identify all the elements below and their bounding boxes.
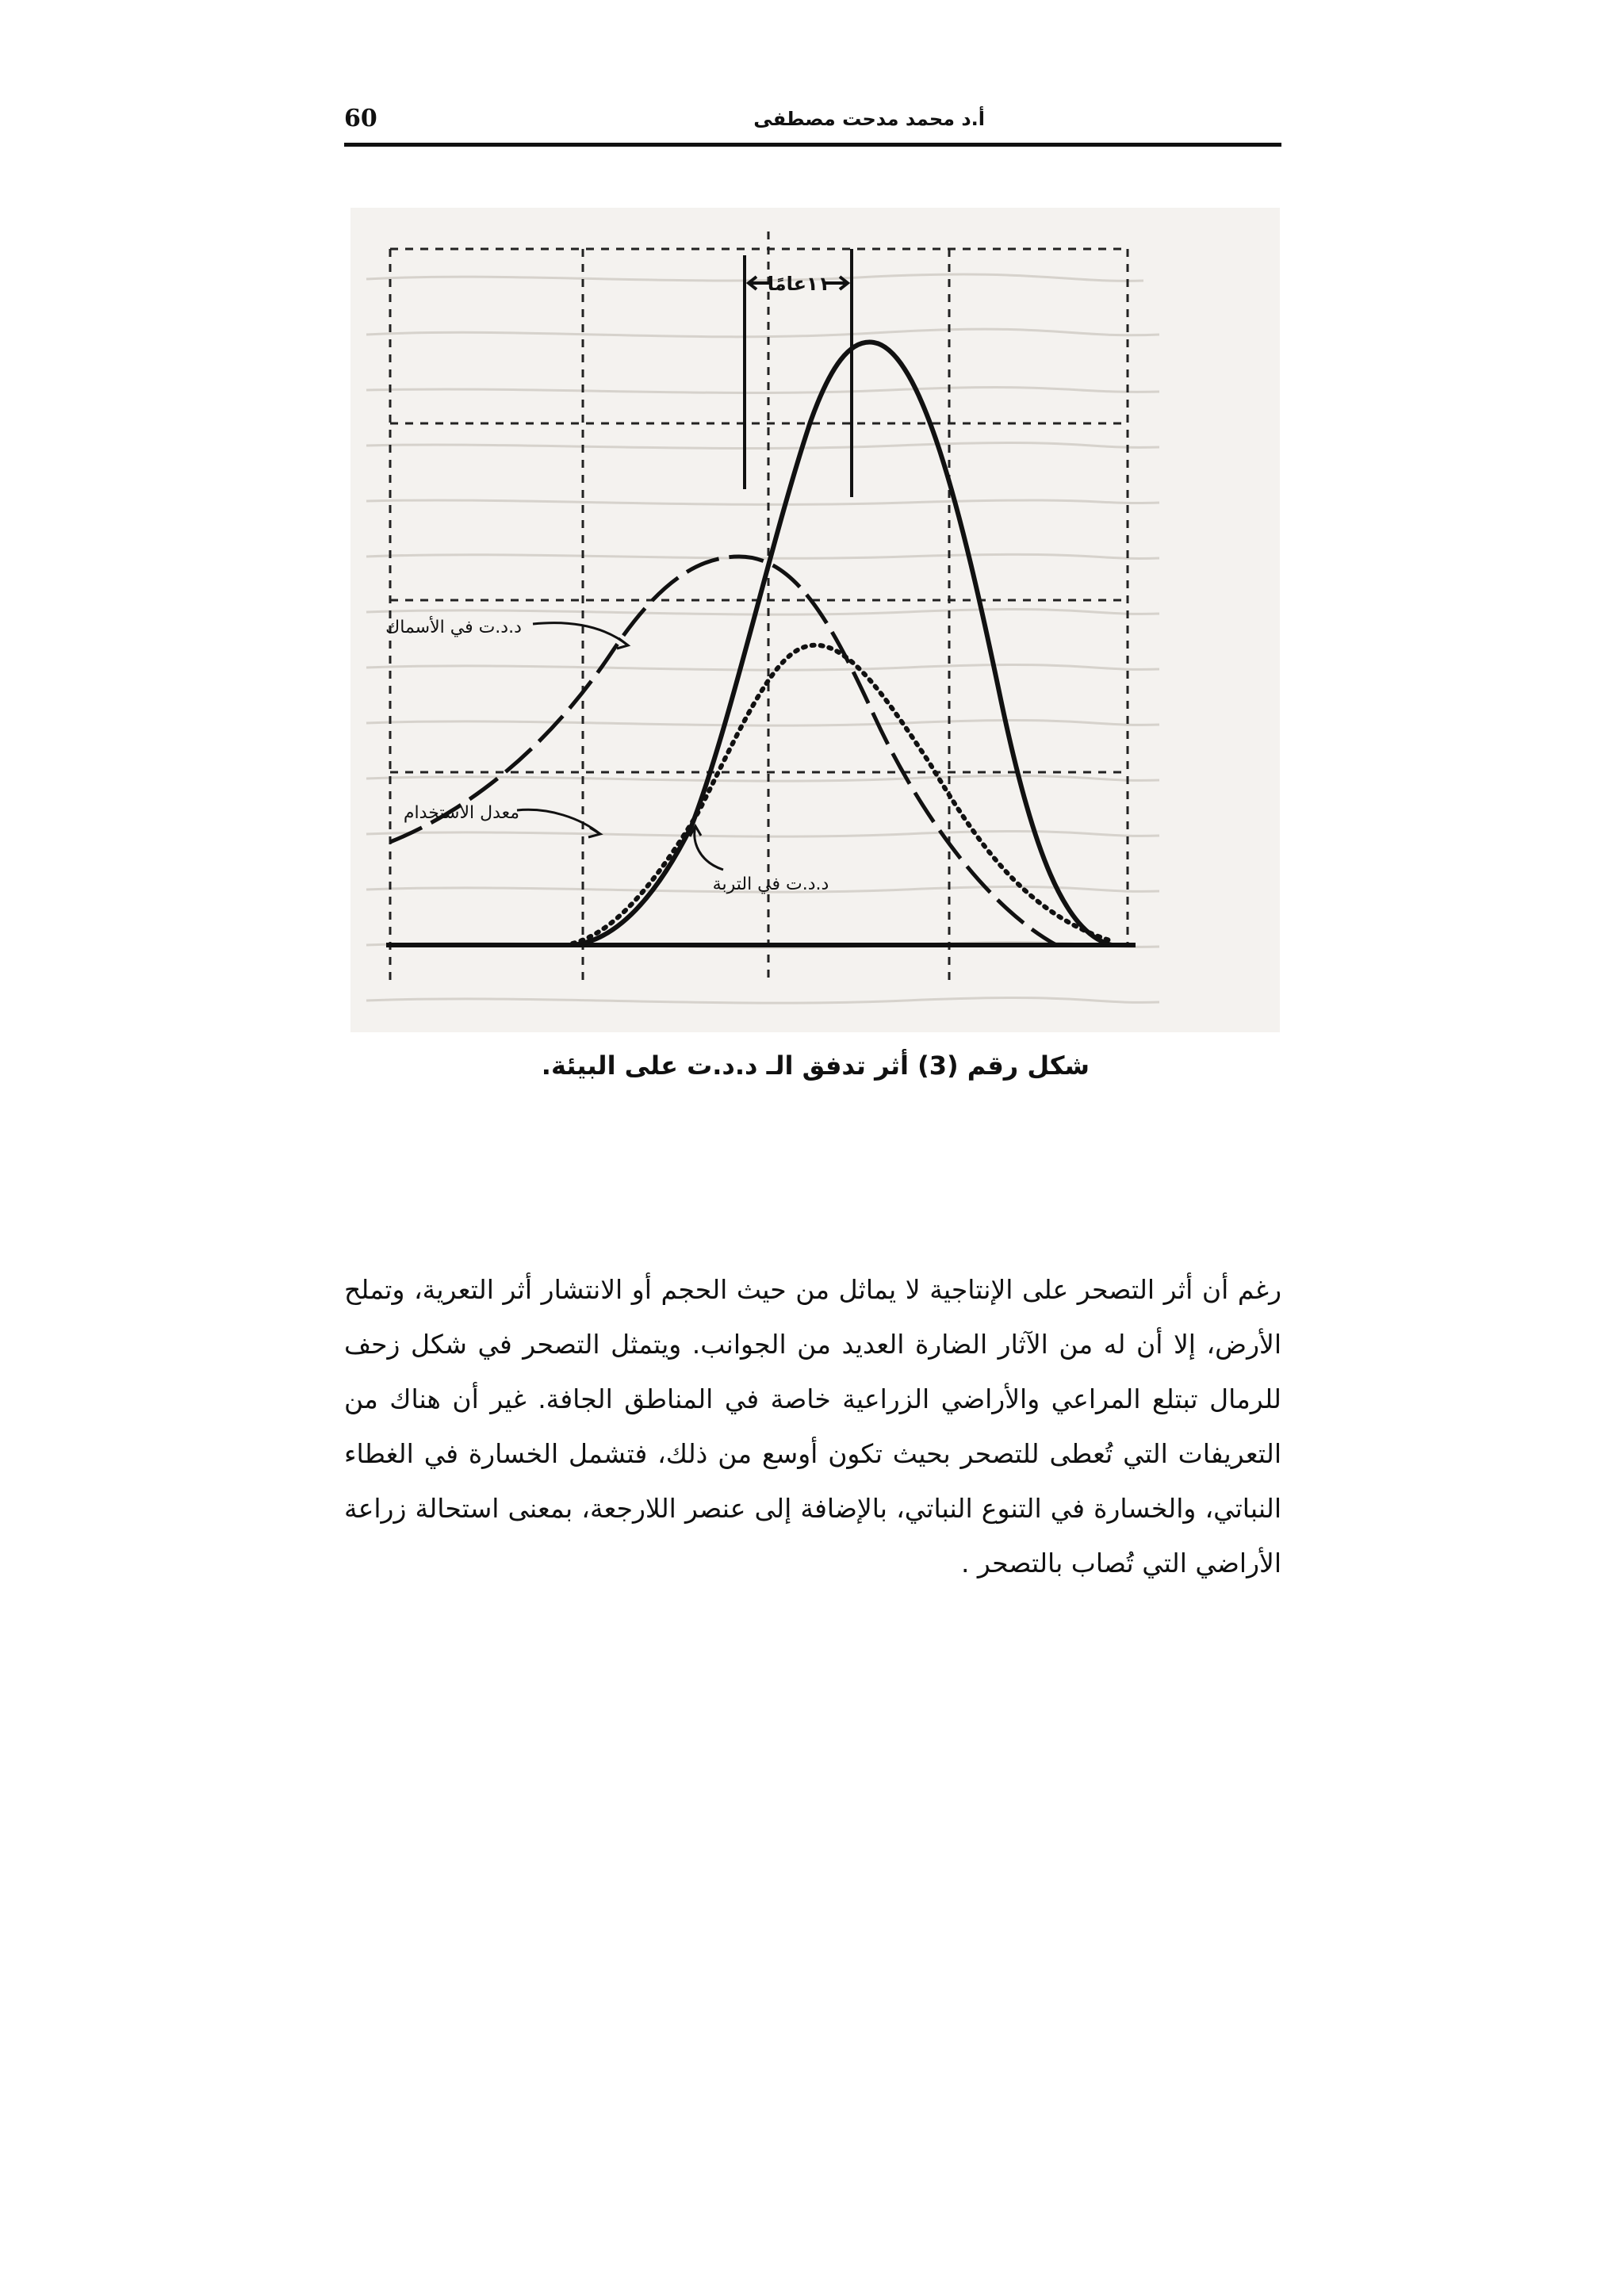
label-usage-rate: معدل الاستخدام	[403, 803, 520, 823]
label-ddt-in-soil: د.د.ت في التربة	[712, 874, 829, 894]
figure-caption: شكل رقم (3) أثر تدفق الـ د.د.ت على البيئة.	[541, 1050, 1090, 1081]
page-number: 60	[344, 105, 377, 132]
label-ddt-in-fish: د.د.ت في الأسماك	[385, 618, 522, 637]
ddt-figure	[350, 208, 1280, 1032]
author-name: أ.د محمد مدحت مصطفى	[753, 108, 985, 130]
ddt-figure-drawing	[350, 208, 1280, 1032]
interval-label: ١١عامًا	[767, 273, 830, 295]
page-header	[344, 95, 1281, 147]
body-paragraph: رغم أن أثر التصحر على الإنتاجية لا يماثل من حيث الحجم أو الانتشار أثر التعرية، وتملح الأرض، إلا أن له من الآثار الضارة العديد من الجوانب. ويتمثل التصحر في شكل زحف للرمال تبتلع المراعي والأراضي الزراعية خاصة في المناطق الجافة. غير أن هناك من التعريفات التي تُعطى للتصحر بحيث تكون أوسع من ذلك، فتشمل الخسارة في الغطاء النباتي، والخسارة في التنوع النباتي، بالإضافة إلى عنصر اللارجعة، بمعنى استحالة زراعة الأراضي التي تُصاب بالتصحر .	[344, 1274, 1281, 1578]
